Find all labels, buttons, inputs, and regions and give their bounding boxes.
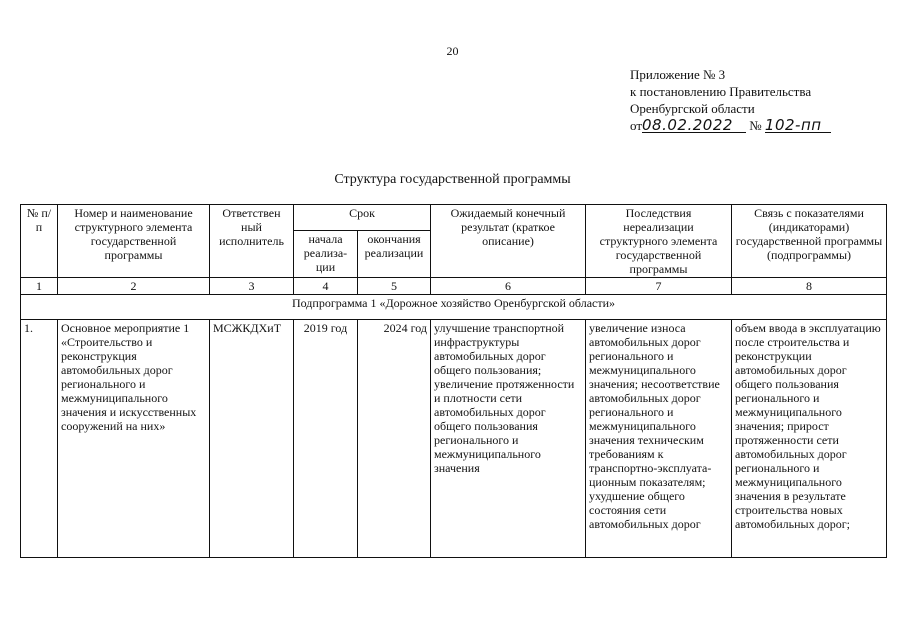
header-indicators-link: Связь с показателями (индикаторами) государственной программы (подпрограммы) bbox=[732, 205, 887, 278]
col-number: 7 bbox=[586, 278, 732, 295]
annex-region-line: Оренбургской области bbox=[630, 101, 755, 116]
header-row bbox=[21, 205, 887, 231]
header-element-name: Номер и наименование структурного элемента государственной программы bbox=[58, 205, 210, 278]
col-number: 8 bbox=[732, 278, 887, 295]
col-number: 3 bbox=[210, 278, 294, 295]
header-end: окончания реализации bbox=[358, 231, 431, 278]
row-executor: МСЖКДХиТ bbox=[210, 320, 294, 558]
annex-date-line bbox=[630, 117, 831, 134]
table-row bbox=[21, 320, 887, 558]
col-number: 2 bbox=[58, 278, 210, 295]
header-expected-result: Ожидаемый конечный результат (краткое описание) bbox=[431, 205, 586, 278]
number-prefix: № bbox=[749, 118, 762, 133]
col-number: 4 bbox=[294, 278, 358, 295]
column-numbers-row bbox=[21, 278, 887, 295]
header-term: Срок bbox=[294, 205, 431, 231]
page-number: 20 bbox=[446, 44, 459, 58]
col-number: 5 bbox=[358, 278, 431, 295]
date-prefix: от bbox=[630, 118, 643, 133]
program-structure-table bbox=[20, 204, 887, 558]
handwritten-date: 08.02.2022 bbox=[642, 118, 746, 133]
row-num: 1. bbox=[21, 320, 58, 558]
row-expected-result: улучшение транспортной инфраструктуры автомобильных дорог общего пользования; увеличение протяженности и плотности сети автомобильных дорог общего пользования регионального и межмуниципального значения bbox=[431, 320, 586, 558]
col-number: 1 bbox=[21, 278, 58, 295]
row-start: 2019 год bbox=[294, 320, 358, 558]
document-title: Структура государственной программы bbox=[334, 172, 571, 187]
row-indicators: объем ввода в эксплуатацию после строительства и реконструкции автомобильных дорог общего пользования регионального и межмуниципального значения; прирост протяженности сети автомобильных дорог регионального и межмуниципального значения в результате строительства новых автомобильных дорог; bbox=[732, 320, 887, 558]
subprogram-title: Подпрограмма 1 «Дорожное хозяйство Оренбургской области» bbox=[21, 295, 887, 320]
header-executor: Ответствен ный исполнитель bbox=[210, 205, 294, 278]
annex-title: Приложение № 3 bbox=[630, 67, 726, 82]
header-num: № п/п bbox=[21, 205, 58, 278]
header-consequences: Последствия нереализации структурного элемента государственной программы bbox=[586, 205, 732, 278]
handwritten-number: 102-пп bbox=[765, 118, 831, 133]
col-number: 6 bbox=[431, 278, 586, 295]
row-consequences: увеличение износа автомобильных дорог регионального и межмуниципального значения; несоответствие автомобильных дорог регионального и межмуниципального значения техническим требованиям к транспортно-эксплуата-ционным показателям; ухудшение общего состояния сети автомобильных дорог bbox=[586, 320, 732, 558]
row-end: 2024 год bbox=[358, 320, 431, 558]
subprogram-row bbox=[21, 295, 887, 320]
row-element-name: Основное мероприятие 1 «Строительство и реконструкция автомобильных дорог регионального и межмуниципального значения и искусственных сооружений на них» bbox=[58, 320, 210, 558]
annex-decree-line: к постановлению Правительства bbox=[630, 84, 812, 99]
header-start: начала реализа- ции bbox=[294, 231, 358, 278]
annex-block bbox=[630, 66, 831, 134]
